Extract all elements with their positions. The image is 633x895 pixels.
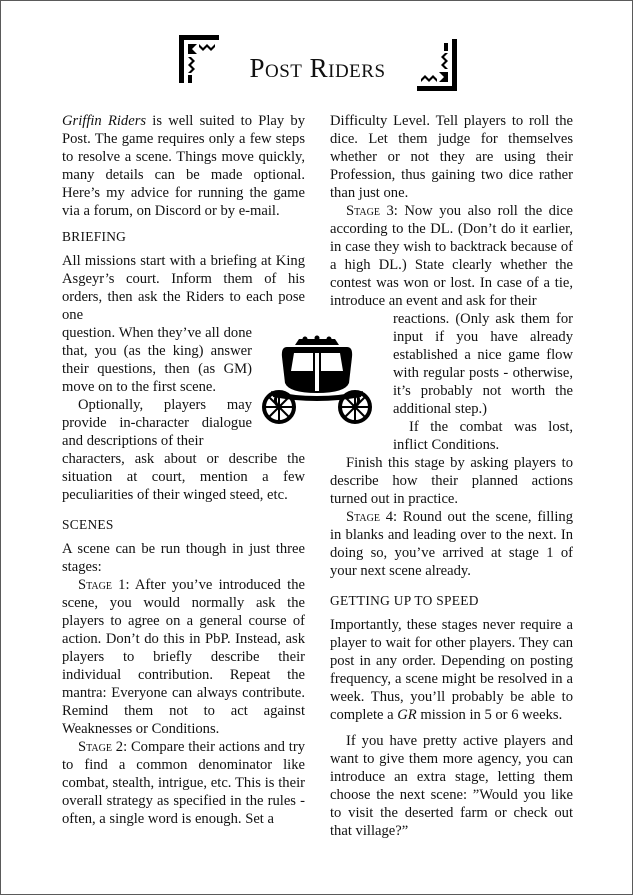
briefing-optional-text-a: Optionally, players may provide in-character dialogue and descriptions of their bbox=[62, 397, 252, 449]
page-title: Post Riders bbox=[249, 53, 386, 83]
briefing-paragraph-2-wrap bbox=[62, 396, 252, 450]
speed-gr-text: GR bbox=[397, 707, 417, 723]
briefing-paragraph-2 bbox=[62, 450, 305, 504]
stage4-paragraph bbox=[330, 508, 573, 580]
briefing-optional-text-b: characters, ask about or describe the situation at court, mention a few peculiarities of their winged steed, etc. bbox=[62, 451, 305, 503]
stage3-text-a: Now you also roll the dice according to the DL. (Don’t do it earlier, in case they wish to backtrack because of a high DL.) State clearly whether the contest was won or lost. In case of a tie, introduce an event and ask for their bbox=[330, 203, 573, 309]
briefing-heading: BRIEFING bbox=[62, 229, 127, 244]
stage3-inflict: If the combat was lost, inflict Conditions. bbox=[393, 419, 573, 453]
speed-paragraph-2: If you have pretty active players and want to give them more agency, you can introduce an extra stage, letting them choose the next scene: ”Would you like to visit the deserted farm or check out that village?” bbox=[330, 733, 573, 839]
stage3-label: Stage 3: bbox=[346, 203, 398, 219]
briefing-paragraph-1 bbox=[62, 252, 305, 324]
stage4-text: Round out the scene, filling in blanks and leading over to the next. In doing so, you’ve arrived at stage 1 of your next scene already. bbox=[330, 509, 573, 579]
finish-paragraph: Finish this stage by asking players to describe how their planned actions turned out in practice. bbox=[330, 455, 573, 507]
stage3-paragraph-wrap bbox=[393, 310, 573, 418]
left-column bbox=[62, 112, 305, 828]
briefing-text-a: All missions start with a briefing at King Asgeyr’s court. Inform them of his orders, then ask the Riders to each pose one bbox=[62, 253, 305, 323]
speed-text-b: mission in 5 or 6 weeks. bbox=[416, 707, 563, 723]
speed-paragraph-1 bbox=[330, 616, 573, 724]
intro-text: is well suited to Play by Post. The game requires only a few steps to resolve a scene. Things move quickly, many details can be made optional. Here’s my advice for running the game via a forum, on Discord or by e-mail. bbox=[62, 113, 305, 219]
stage4-label: Stage 4: bbox=[346, 509, 398, 525]
scenes-intro: A scene can be run though in just three stages: bbox=[62, 541, 305, 575]
getting-up-to-speed-heading: GETTING UP TO SPEED bbox=[330, 593, 479, 608]
briefing-text-b: question. When they’ve all done that, you (as the king) answer their questions, then (as GM) move on to the first scene. bbox=[62, 325, 252, 395]
stage1-text: After you’ve introduced the scene, you would normally ask the players to agree on a general course of action. Don’t do this in PbP. Instead, ask players to briefly describe their individual contribution. Repeat the mantra: Everyone can always contribute. Remind them not to act against Weaknesses or Conditions. bbox=[62, 577, 305, 737]
briefing-paragraph-1-wrap bbox=[62, 324, 252, 396]
stage1-paragraph bbox=[62, 576, 305, 738]
stage3-text-b: reactions. (Only ask them for input if you have already established a nice game flow with regular posts - otherwise, it’s probably not worth the additional step.) bbox=[393, 311, 573, 417]
stage2-label: Stage 2: bbox=[78, 739, 128, 755]
game-title-text: Griffin Riders bbox=[62, 113, 147, 129]
stage2-paragraph bbox=[62, 738, 305, 828]
stage2-text: Compare their actions and try to find a common denominator like combat, stealth, intrigue, etc. This is their overall strategy as specified in the rules - often, a single word is enough. Set a bbox=[62, 739, 305, 827]
corner-ornament-bottom-right-icon bbox=[413, 35, 461, 95]
scenes-heading: SCENES bbox=[62, 517, 114, 532]
intro-paragraph bbox=[62, 112, 305, 220]
speed-text-a: Importantly, these stages never require a player to wait for other players. They can post in any order. Depending on posting frequency, a scene might be resolved in a week. Thus, you’ll probably be able to complete a bbox=[330, 617, 573, 723]
stage1-label: Stage 1: bbox=[78, 577, 130, 593]
right-column bbox=[330, 112, 573, 840]
stage3-paragraph bbox=[330, 202, 573, 310]
stage2-continued: Difficulty Level. Tell players to roll the dice. Let them judge for themselves whether or not they are using their Profession, thus gaining two dice rather than just one. bbox=[330, 113, 573, 201]
